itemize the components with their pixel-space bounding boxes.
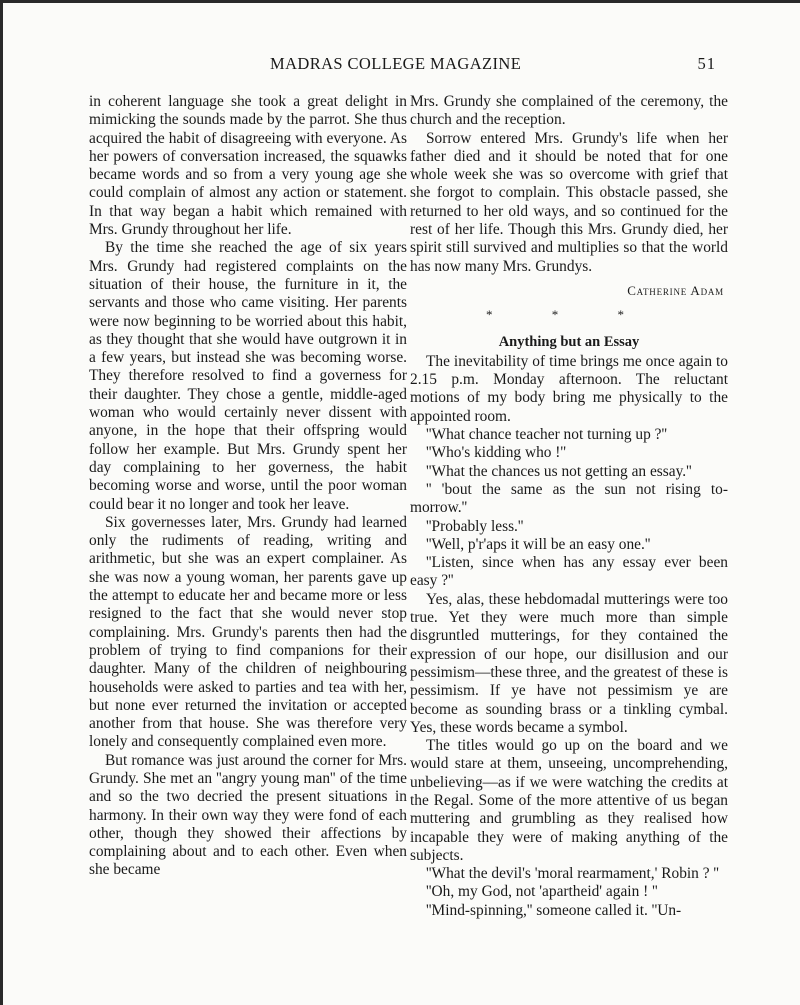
paragraph: Sorrow entered Mrs. Grundy's life when her father died and it should be noted that for one whole week she was so overcome with grief that she forgot to complain. This obstacle passed, she returned to her old ways, and so continued for the rest of her life. Though this Mrs. Grundy died, her spirit still survived and multiplies so that the world has now many Mrs. Grundys. bbox=[410, 129, 728, 275]
dialogue-line: ''What the chances us not getting an essay.'' bbox=[426, 462, 692, 480]
paragraph: Yes, alas, these hebdomadal mutterings were too true. Yet they were much more than simple disgruntled mutterings, for they contained the expression of our hope, our disillusion and our pessimism—these three, and the greatest of these is pessimism. If ye have not pessimism ye are become as sounding brass or a tinkling cymbal. Yes, these words became a symbol. bbox=[410, 590, 728, 736]
dialogue-line: ''Oh, my God, not 'apartheid' again ! '' bbox=[426, 883, 658, 901]
dialogue-line: ''Listen, since when has any essay ever been easy ?'' bbox=[410, 554, 728, 590]
section-separator: * * * bbox=[486, 307, 652, 323]
dialogue-line: '' 'bout the same as the sun not rising to-morrow.'' bbox=[410, 480, 728, 517]
dialogue-line: ''What chance teacher not turning up ?'' bbox=[426, 426, 667, 444]
dialogue-line: ''Well, p'r'aps it will be an easy one.'' bbox=[426, 535, 651, 553]
paragraph: The titles would go up on the board and we would stare at them, unseeing, uncomprehending, unbelieving—as if we were watching the credits at the Regal. Some of the more attentive of us began muttering and grumbling as they realised how incapable they were of making anything of the subjects. bbox=[410, 737, 728, 864]
page-number: 51 bbox=[697, 54, 716, 73]
left-column bbox=[89, 93, 407, 880]
right-column bbox=[410, 93, 728, 920]
paragraph: Mrs. Grundy she complained of the ceremony, the church and the reception. bbox=[410, 93, 728, 129]
paragraph: The inevitability of time brings me once again to 2.15 p.m. Monday afternoon. The reluctant motions of my body bring me physically to the appointed room. bbox=[410, 352, 728, 425]
paragraph: in coherent language she took a great delight in mimicking the sounds made by the parrot. She thus acquired the habit of disagreeing with everyone. As her powers of conversation increased, the squawks became words and so from a very young age she could complain of almost any action or statement. In that way began a habit which remained with Mrs. Grundy throughout her life. bbox=[89, 93, 407, 239]
dialogue-line: ''Mind-spinning,'' someone called it. ''Un- bbox=[426, 901, 682, 919]
paragraph: Six governesses later, Mrs. Grundy had learned only the rudiments of reading, writing and arithmetic, but she was an expert complainer. As she was now a young woman, her parents gave up the attempt to educate her and became more or less resigned to the fact that she would never stop complaining. Mrs. Grundy's parents then had the problem of trying to find companions for their daughter. Many of the children of neighbouring households were asked to parties and tea with her, but none ever returned the invitation or accepted another from that house. She was therefore very lonely and consequently complained even more. bbox=[89, 513, 407, 751]
scan-left-edge bbox=[0, 0, 3, 1005]
magazine-title: MADRAS COLLEGE MAGAZINE bbox=[270, 54, 522, 73]
article-title: Anything but an Essay bbox=[498, 333, 640, 350]
dialogue-line: ''Who's kidding who !'' bbox=[426, 444, 566, 462]
dialogue-line: ''What the devil's 'moral rearmament,' Robin ? '' bbox=[426, 865, 719, 883]
author-signature: Catherine Adam bbox=[627, 282, 724, 298]
dialogue-line: ''Probably less.'' bbox=[426, 517, 524, 535]
scan-top-edge bbox=[0, 0, 800, 3]
paragraph: By the time she reached the age of six years Mrs. Grundy had registered complaints on the situation of their house, the furniture in it, the servants and those who came visiting. Her parents were now beginning to be worried about this habit, as they thought that she would have outgrown it in a few years, but instead she was becoming worse. They therefore resolved to find a governess for their daughter. They chose a gentle, middle-aged woman who would certainly never dissent with anyone, in the hope that their offspring would follow her example. But Mrs. Grundy spent her day complaining to her governess, the habit becoming worse and worse, until the poor woman could bear it no longer and took her leave. bbox=[89, 239, 407, 513]
paragraph: But romance was just around the corner for Mrs. Grundy. She met an ''angry young man'' of the time and so the two decried the present situations in harmony. In their own way they were fond of each other, though they showed their affections by complaining about and to each other. Even when she became bbox=[89, 751, 407, 879]
